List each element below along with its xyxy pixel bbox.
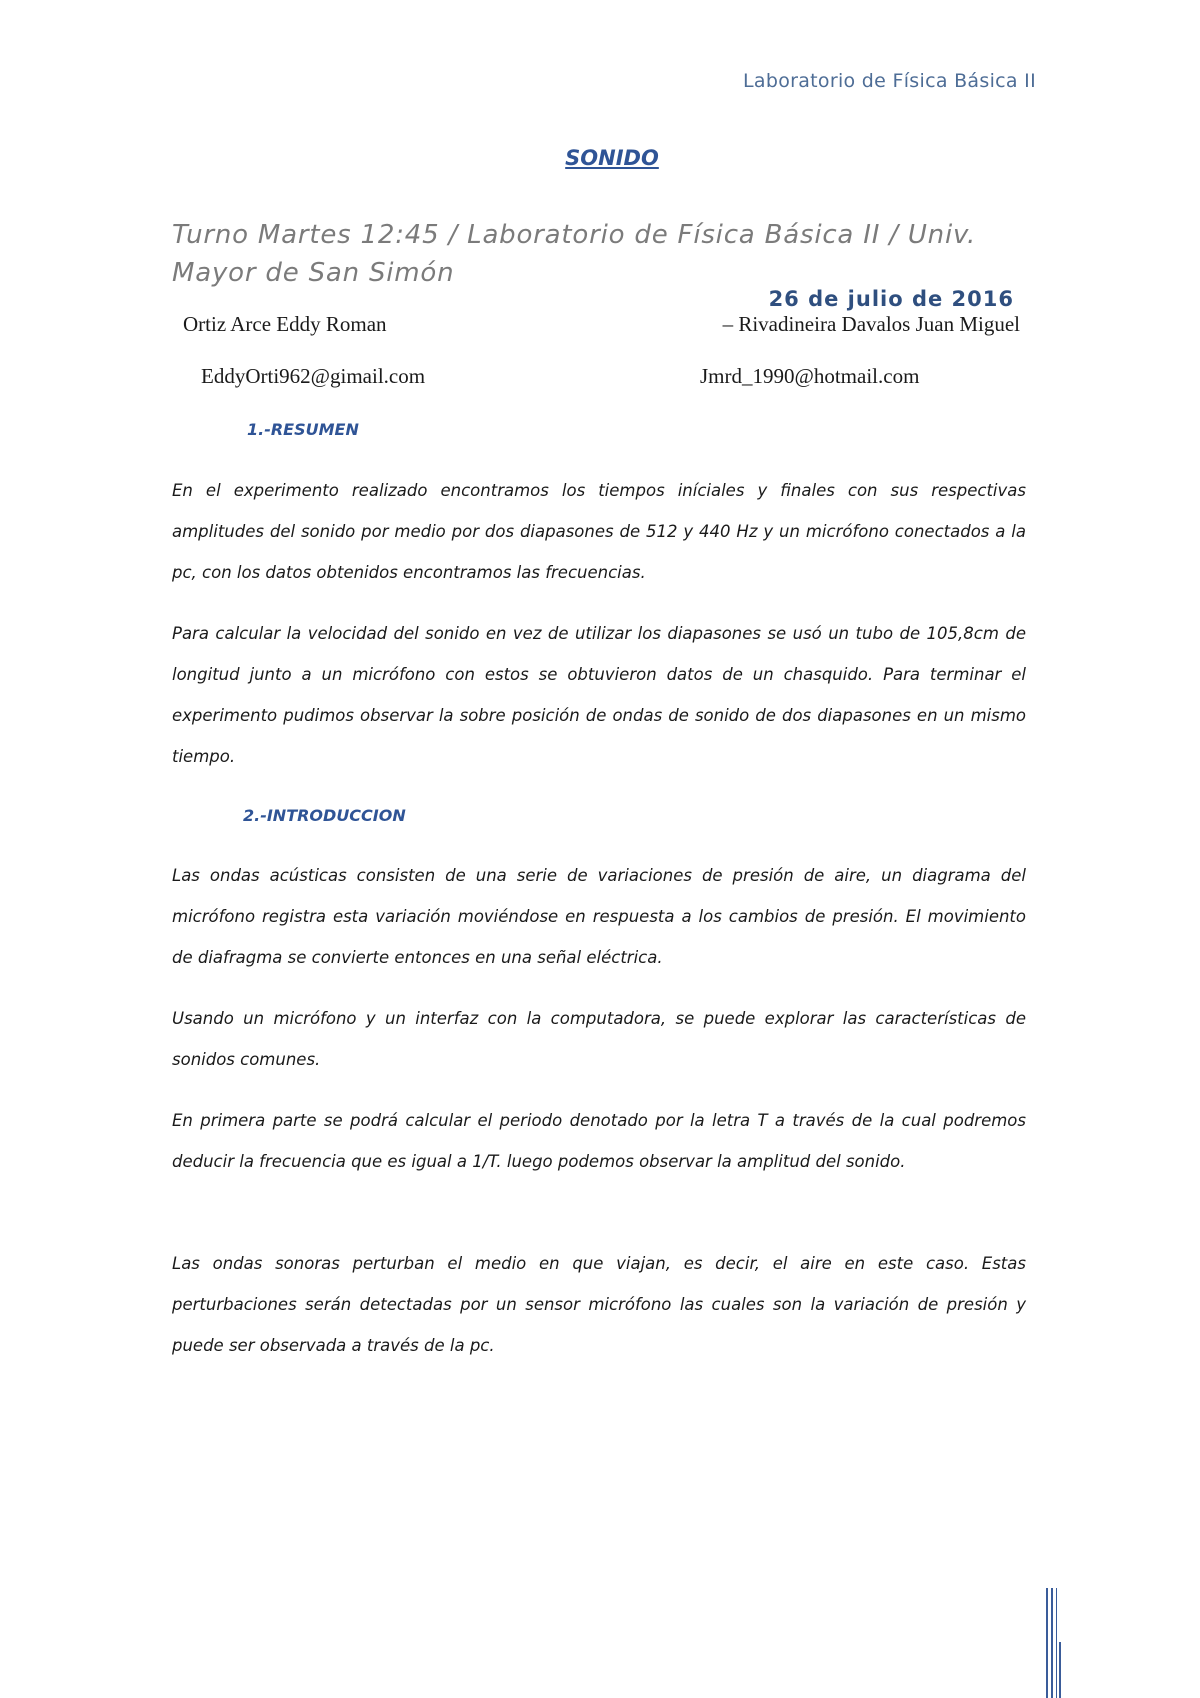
paragraph: Las ondas acústicas consisten de una serie de variaciones de presión de aire, un diagrama del micrófono registra esta variación moviéndose en respuesta a los cambios de presión. El movimiento de diafragma se convierte entonces en una señal eléctrica. <box>172 866 1026 967</box>
document-date: 26 de julio de 2016 <box>768 287 1014 311</box>
paragraph: Usando un micrófono y un interfaz con la computadora, se puede explorar las características de sonidos comunes. <box>172 1009 1026 1069</box>
author-email: Jmrd_1990@hotmail.com <box>700 364 920 388</box>
paragraph: En primera parte se podrá calcular el periodo denotado por la letra T a través de la cual podremos deducir la frecuencia que es igual a 1/T. luego podemos observar la amplitud del sonido. <box>172 1111 1026 1171</box>
section-heading-resumen: 1.-RESUMEN <box>247 420 359 439</box>
author-email: EddyOrti962@gimail.com <box>201 364 426 388</box>
page-border-decoration <box>1046 1588 1060 1698</box>
running-header: Laboratorio de Física Básica II <box>743 70 1036 92</box>
paragraph: Las ondas sonoras perturban el medio en que viajan, es decir, el aire en este caso. Estas perturbaciones serán detectadas por un sensor micrófono las cuales son la variación de presión y puede ser observada a través de la pc. <box>172 1254 1026 1355</box>
paragraph: En el experimento realizado encontramos los tiempos iníciales y finales con sus respectivas amplitudes del sonido por medio por dos diapasones de 512 y 440 Hz y un micrófono conectados a la pc, con los datos obtenidos encontramos las frecuencias. <box>172 481 1026 582</box>
author-name: – Rivadineira Davalos Juan Miguel <box>722 312 1020 336</box>
document-subtitle: Turno Martes 12:45 / Laboratorio de Física Básica II / Univ. Mayor de San Simón <box>172 220 977 288</box>
author-name: Ortiz Arce Eddy Roman <box>183 312 387 336</box>
section-heading-introduccion: 2.-INTRODUCCION <box>243 806 406 825</box>
document-title: SONIDO <box>565 146 659 170</box>
paragraph: Para calcular la velocidad del sonido en vez de utilizar los diapasones se usó un tubo de 105,8cm de longitud junto a un micrófono con estos se obtuvieron datos de un chasquido. Para terminar el experimento pudimos observar la sobre posición de ondas de sonido de dos diapasones en un mismo tiempo. <box>172 624 1026 766</box>
